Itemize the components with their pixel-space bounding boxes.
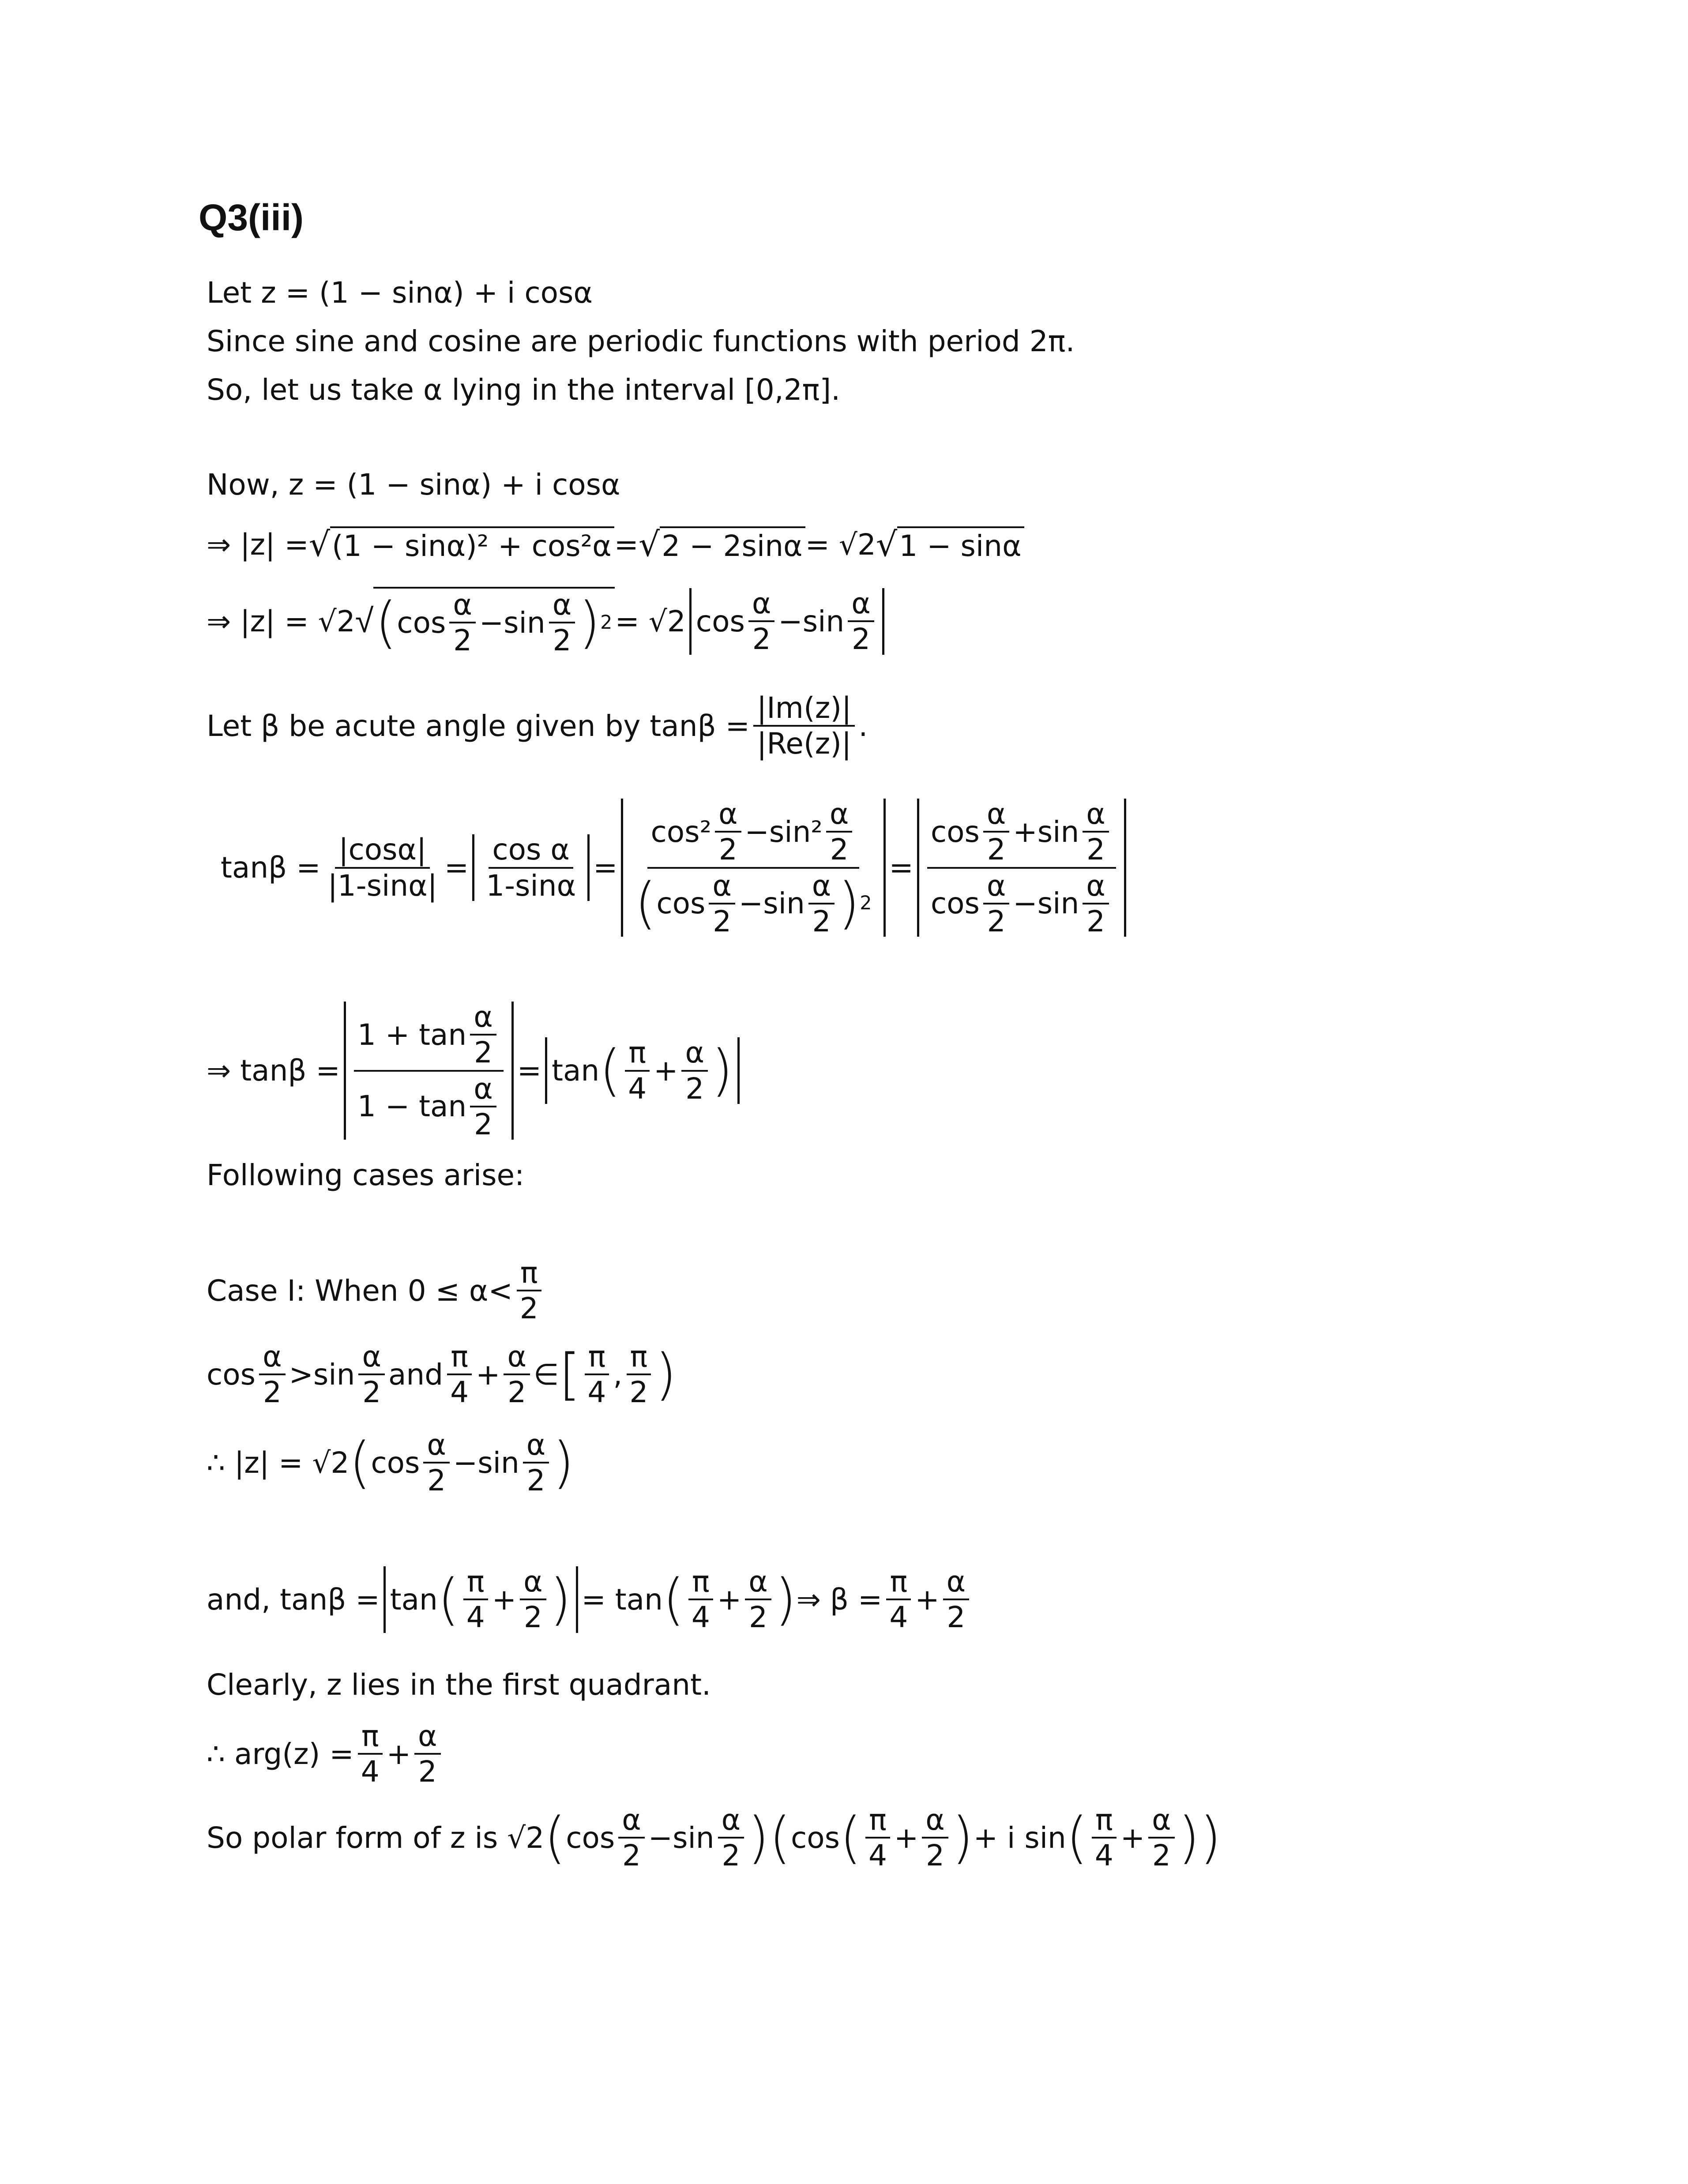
mod1-eq2: = xyxy=(614,527,639,562)
abs-tan-pi4-plus-alpha2: tan ( $\frac{\pi}{4}$ + $\frac{\alpha}{2}$ ) xyxy=(545,1037,740,1104)
mod1-radicand: (1 − sinα)² + cos²α xyxy=(330,526,614,563)
let-z-line: Let z = (1 − sinα) + i cosα xyxy=(207,276,593,310)
mod1-eq3: = √2 xyxy=(805,527,876,562)
now-z-line: Now, z = (1 − sinα) + i cosα xyxy=(207,468,620,502)
polar-form-line: So polar form of z is √2 ( cos $\frac{\alpha}{2}$ − sin $\frac{\alpha}{2}$ ) ( cos ( $\frac{\pi}{4}$ + $\frac{\alpha}{2}$ ) + i sin ( $\frac{\pi}{4}$ + $\frac{\alpha}{2}$ ) ) xyxy=(207,1803,1222,1873)
case-1-modulus: ∴ |z| = √2 ( cos $\frac{\alpha}{2}$ − sin $\frac{\alpha}{2}$ ) xyxy=(207,1428,575,1498)
paren-close-icon: ) xyxy=(579,590,601,655)
alpha-over-2: $\frac{\alpha}{2}$ xyxy=(549,589,575,656)
abs-half-angle-ratio: cos² $\frac{\alpha}{2}$ − sin² $\frac{\alpha}{2}$ ( cos $\frac{\alpha}{2}$ − sin $\frac{\alpha}{2}$ ) 2 xyxy=(621,799,885,937)
cases-intro: Following cases arise: xyxy=(207,1158,525,1192)
alpha-over-2: $\frac{\alpha}{2}$ xyxy=(449,589,476,656)
mod2-lead: ⇒ |z| = √2 xyxy=(207,604,355,638)
modulus-line-1 xyxy=(207,525,1024,564)
paren-open-icon: ( xyxy=(375,590,397,655)
question-heading: Q3(iii) xyxy=(199,197,304,238)
first-quadrant-line: Clearly, z lies in the first quadrant. xyxy=(207,1668,711,1702)
case-1-label: Case I: When 0 ≤ α< $\frac{\pi}{2}$ xyxy=(207,1257,545,1324)
mod1-lead: ⇒ |z| = xyxy=(207,527,309,562)
mod1-radicand-3: 1 − sinα xyxy=(897,526,1024,563)
sqrt-group-2 xyxy=(639,525,805,564)
arg-z-line: ∴ arg(z) = $\frac{\pi}{4}$ + $\frac{\alpha}{2}$ xyxy=(207,1721,444,1787)
radical-icon: √ xyxy=(308,525,331,564)
radical-icon: √ xyxy=(355,601,374,641)
tan-beta-result: ⇒ tanβ = 1 + tan $\frac{\alpha}{2}$ 1 − tan $\frac{\alpha}{2}$ = tan ( $\frac{\pi}{4}$ + $\frac{\alpha}{2}$ ) xyxy=(207,1002,743,1140)
radical-icon: √ xyxy=(876,525,898,564)
sqrt-group-4: √ ( cos $\frac{\alpha}{2}$ − sin $\frac{\alpha}{2}$ ) 2 xyxy=(355,587,615,656)
im-over-re: $\frac{|Im(z)|}{|Re(z)|}$ xyxy=(753,693,855,759)
abs-cos-minus-sin: cos $\frac{\alpha}{2}$ − sin $\frac{\alpha}{2}$ xyxy=(689,588,884,655)
radical-icon: √ xyxy=(638,525,660,564)
case-1-condition: cos $\frac{\alpha}{2}$ > sin $\frac{\alpha}{2}$ and $\frac{\pi}{4}$ + $\frac{\alpha}{2}$ ∈ [ $\frac{\pi}{4}$ , $\frac{\pi}{2}$ ) xyxy=(207,1340,677,1410)
mod2-mid: = √2 xyxy=(615,604,686,638)
sqrt-group-3 xyxy=(876,525,1024,564)
interval-line: So, let us take α lying in the interval [0,2π]. xyxy=(207,373,841,407)
abs-cos-over-abs-one-minus-sin: $\frac{|\cos\alpha|}{|1-\sin\alpha|}$ xyxy=(327,833,437,903)
case-1-tan-beta: and, tanβ = tan ( $\frac{\pi}{4}$ + $\frac{\alpha}{2}$ ) = tan ( $\frac{\pi}{4}$ + $\frac{\alpha}{2}$ ) ⇒ β = $\frac{\pi}{4}$ + $\frac{\alpha}{2}$ xyxy=(207,1566,973,1633)
abs-cos-plus-sin-ratio: cos $\frac{\alpha}{2}$ + sin $\frac{\alpha}{2}$ cos $\frac{\alpha}{2}$ − sin $\frac{\alpha}{2}$ xyxy=(917,799,1126,937)
sqrt-group-1 xyxy=(309,525,614,564)
tan-beta-chain: tanβ = $\frac{|\cos\alpha|}{|1-\sin\alpha|}$ = $\frac{\text{cos α}}{1-\sin\alpha}$ = cos² $\frac{\alpha}{2}$ − sin² $\frac{\alpha}{2}$ ( cos $\frac{\alpha}{2}$ − sin $\frac{\alpha}{2}$ ) 2 = cos $\frac{\alpha}{2}$ + sin $\frac{\alpha}{2}$ cos $\frac{\alpha}{2}$ − sin $\frac{\alpha}{2}$ xyxy=(221,799,1130,937)
periodic-line: Since sine and cosine are periodic functions with period 2π. xyxy=(207,324,1075,358)
beta-definition-line: Let β be acute angle given by tanβ = $\frac{|Im(z)|}{|Re(z)|}$ . xyxy=(207,691,868,761)
modulus-line-2 xyxy=(207,587,888,656)
mod1-radicand-2: 2 − 2sinα xyxy=(660,526,805,563)
